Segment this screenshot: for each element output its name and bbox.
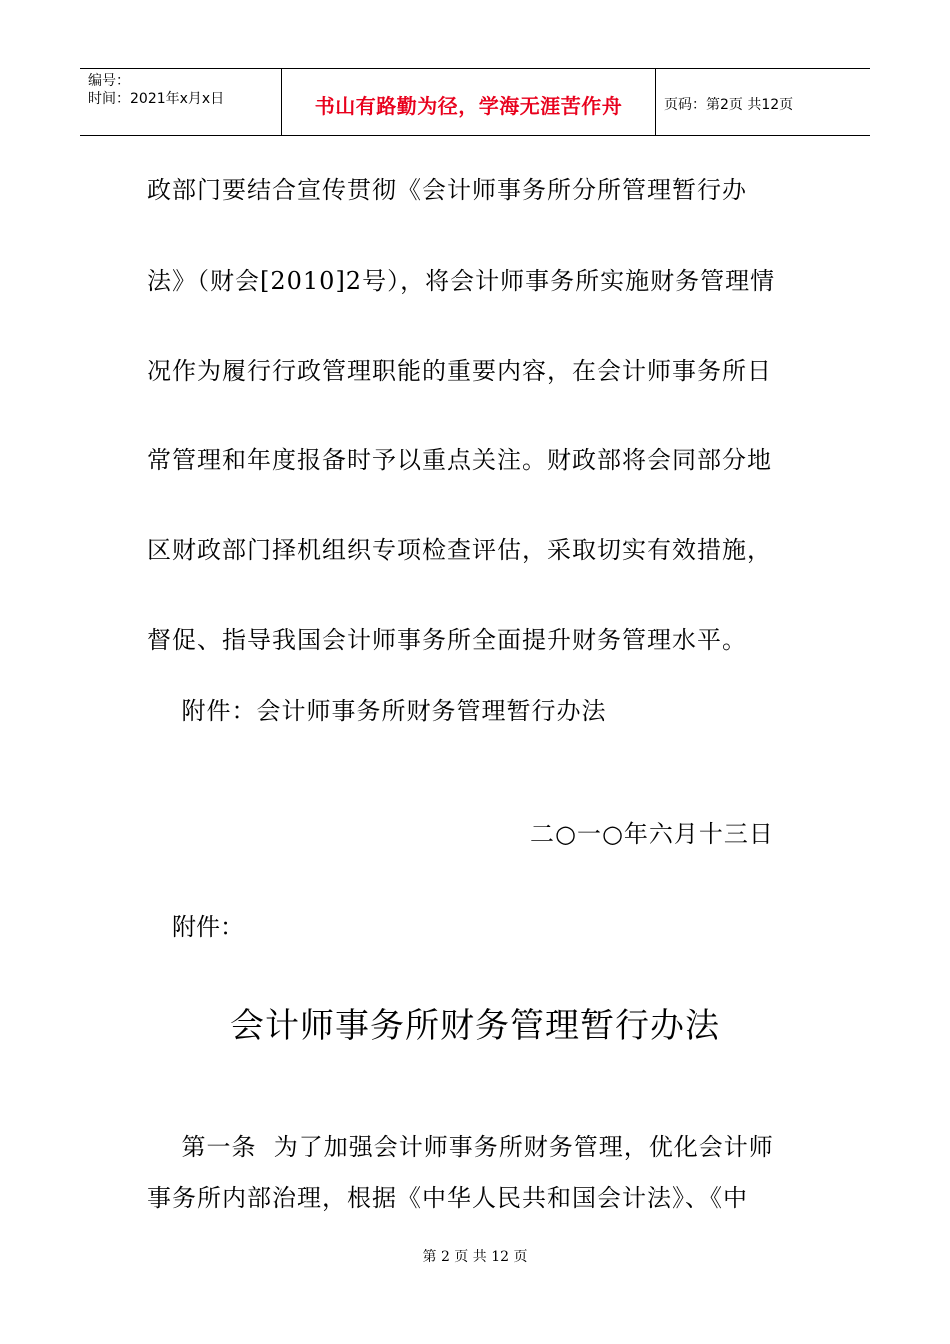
body-line-3: 况作为履行行政管理职能的重要内容，在会计师事务所日 — [147, 357, 772, 385]
body-line-6: 督促、指导我国会计师事务所全面提升财务管理水平。 — [147, 626, 747, 654]
document-time: 时间：2021年x月x日 — [88, 91, 225, 107]
article-line-1: 第一条 为了加强会计师事务所财务管理，优化会计师 — [147, 1133, 774, 1161]
body-line-4: 常管理和年度报备时予以重点关注。财政部将会同部分地 — [147, 446, 772, 474]
attachment-label: 附件： — [172, 913, 244, 941]
attachment-title: 会计师事务所财务管理暂行办法 — [230, 1006, 720, 1046]
body-line-2: 法》（财会[2010]2号），将会计师事务所实施财务管理情 — [147, 267, 776, 295]
document-number-label: 编号： — [88, 73, 130, 89]
document-date: 二○一○年六月十三日 — [530, 820, 774, 848]
header-meta — [80, 69, 282, 135]
attachment-reference: 附件：会计师事务所财务管理暂行办法 — [147, 697, 607, 725]
page-header — [80, 68, 870, 136]
page-footer: 第 2 页 共 12 页 — [422, 1249, 528, 1265]
body-line-1: 政部门要结合宣传贯彻《会计师事务所分所管理暂行办 — [147, 176, 747, 204]
header-motto: 书山有路勤为径，学海无涯苦作舟 — [282, 69, 656, 135]
body-line-5: 区财政部门择机组织专项检查评估，采取切实有效措施， — [147, 536, 772, 564]
article-line-2: 事务所内部治理，根据《中华人民共和国会计法》、《中 — [147, 1184, 748, 1212]
header-page-info: 页码：第2页 共12页 — [664, 97, 794, 113]
